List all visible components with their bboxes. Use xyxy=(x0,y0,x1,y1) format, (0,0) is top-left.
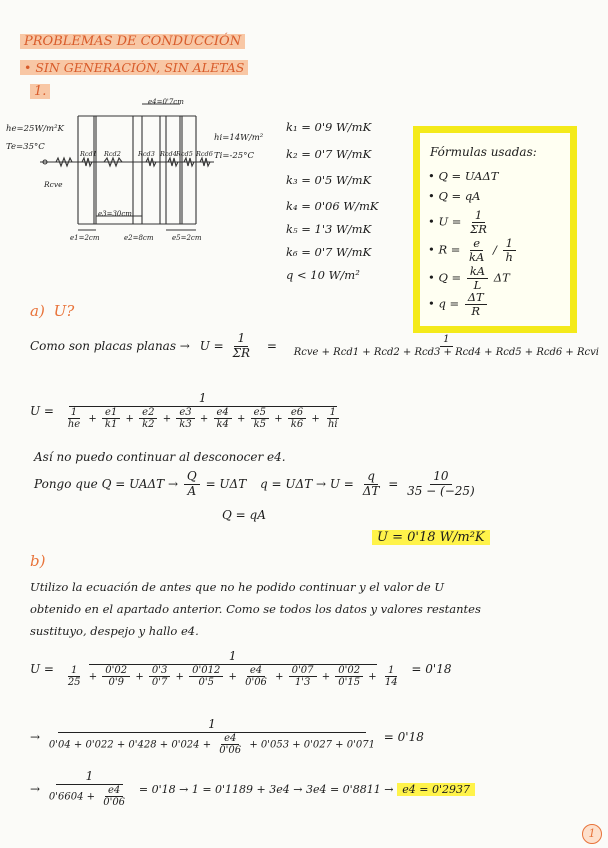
rcve-label: Rcve xyxy=(44,180,63,189)
part-b-p2: obtenido en el apartado anterior. Como se todos los datos y valores restantes xyxy=(30,602,481,616)
part-a-line5: Q = qA xyxy=(222,508,266,522)
part-a-line2: U = 1 $\frac{1}{he}$ + $\frac{e1}{k1}$ + $\frac{e2}{k2}$ + $\frac{e3}{k3}$ + $\frac{e4}{k4}$ + $\frac{e5}{k5}$ + $\frac{e6}{k6}$ + $\frac{1}{hi}$ xyxy=(30,392,348,431)
dim-e1-label: e1=2cm xyxy=(70,234,100,242)
dim-e3-label: e3=30cm xyxy=(98,210,132,218)
dim-e4-label: e4=0'7cm xyxy=(148,98,184,106)
dim-e5-label: e5=2cm xyxy=(172,234,202,242)
page-subtitle: • SIN GENERACIÓN, SIN ALETAS xyxy=(20,60,248,75)
wall-diagram xyxy=(0,94,280,254)
dim-e2-label: e2=8cm xyxy=(124,234,154,242)
q-limit: q < 10 W/m² xyxy=(286,268,360,282)
formulas-header: Fórmulas usadas: xyxy=(430,145,537,159)
r5-label: Rcd5 xyxy=(176,150,193,158)
part-b-eq1: U = 1 $\frac{1}{25}$ + $\frac{0'02}{0'9}$ + $\frac{0'3}{0'7}$ + $\frac{0'012}{0'5}$ + $\frac{e4}{0'06}$ + $\frac{0'07}{1'3}$ + $\frac{0'02}{0'15}$ + $\frac{1}{14}$ = 0'18 xyxy=(30,649,452,689)
k2: k₂ = 0'7 W/mK xyxy=(286,147,372,161)
u-denominator: $\frac{1}{he}$ + $\frac{e1}{k1}$ + $\frac{e2}{k2}$ + $\frac{e3}{k3}$ + $\frac{e4}{k4}$ + $\frac{e5}{k5}$ + $\frac{e6}{k6}$ + $\frac{1}{hi}$ xyxy=(67,406,338,431)
k4: k₄ = 0'06 W/mK xyxy=(286,199,379,213)
k1: k₁ = 0'9 W/mK xyxy=(286,120,372,134)
k6: k₆ = 0'7 W/mK xyxy=(286,245,372,259)
part-a-result: U = 0'18 W/m²K xyxy=(372,530,490,545)
formula-5: • Q = $\frac{kA}{L}$ ΔT xyxy=(428,264,510,293)
left-h-label: he=25W/m²K xyxy=(6,124,64,134)
part-b-eq2: → 1 0'04 + 0'022 + 0'428 + 0'024 + $\frac{e4}{0'06}$ + 0'053 + 0'027 + 0'071 = 0'18 xyxy=(30,717,424,757)
formula-3: • U = $\frac{1}{\Sigma R}$ xyxy=(428,208,487,237)
r2-label: Rcd2 xyxy=(104,150,121,158)
page-title: PROBLEMAS DE CONDUCCIÓN xyxy=(20,34,245,49)
k5: k₅ = 1'3 W/mK xyxy=(286,222,372,236)
part-b-p3: sustituyo, despejo y hallo e4. xyxy=(30,624,199,638)
k3: k₃ = 0'5 W/mK xyxy=(286,173,372,187)
formula-1: • Q = UAΔT xyxy=(428,169,499,183)
part-a-line4: Pongo que Q = UAΔT → $\frac{Q}{A}$ = UΔT q = UΔT → U = $\frac{q}{\Delta T}$ = $\frac{10}{35 - (-25)}$ xyxy=(34,469,475,498)
r4-label: Rcd4 xyxy=(160,150,177,158)
formula-6: • q = $\frac{\Delta T}{R}$ xyxy=(428,291,489,318)
left-T-label: Te=35°C xyxy=(6,142,45,152)
part-b-result: e4 = 0'2937 xyxy=(397,783,475,796)
part-b-heading: b) xyxy=(30,552,46,570)
part-b-p1: Utilizo la ecuación de antes que no he podido continuar y el valor de U xyxy=(30,580,445,594)
formula-4: • R = $\frac{e}{kA}$ / $\frac{1}{h}$ xyxy=(428,237,518,264)
page-number: 1 xyxy=(582,824,602,844)
formulas-box xyxy=(413,126,577,333)
r3-label: Rcd3 xyxy=(138,150,155,158)
formula-2: • Q = qA xyxy=(428,189,481,203)
part-a-line3: Así no puedo continuar al desconocer e4. xyxy=(34,450,286,464)
right-h-label: hi=14W/m² xyxy=(214,133,264,143)
part-a-heading: a) U? xyxy=(30,302,75,320)
r6-label: Rcd6 xyxy=(196,150,213,158)
problem-number: 1. xyxy=(30,84,50,99)
r1-label: Rcd1 xyxy=(80,150,97,158)
part-b-eq3: → 1 0'6604 + $\frac{e4}{0'06}$ = 0'18 → 1 = 0'1189 + 3e4 → 3e4 = 0'8811 → e4 = 0'2937 xyxy=(30,770,475,809)
right-T-label: Ti=-25°C xyxy=(214,151,254,161)
part-a-line1: Como son placas planas → U = $\frac{1}{\Sigma R}$ = $\frac{1}{\text{Rcve + Rcd1 + Rcd2 + Rcd3 + Rcd4 + Rcd5 + Rcd6 + Rcvi}}$ xyxy=(30,331,599,360)
